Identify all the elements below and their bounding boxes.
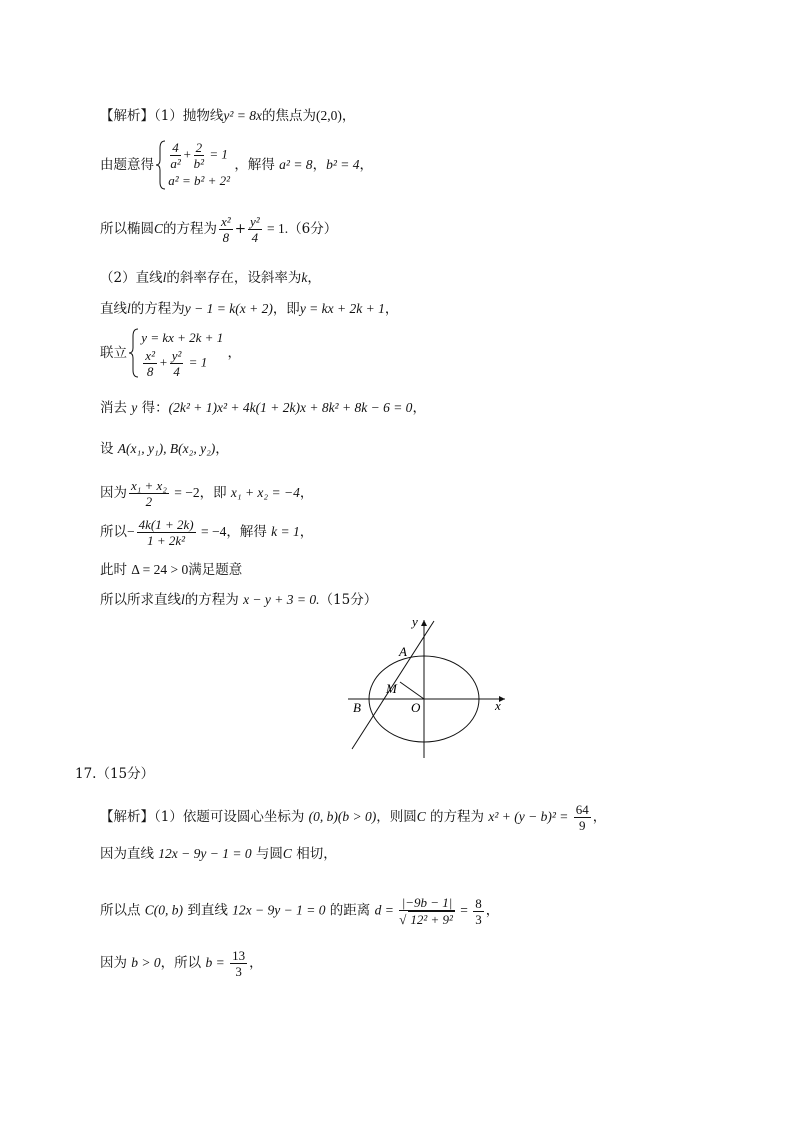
s16-line9: 因为 $\frac{\text{x₁ + x₂}}{2}$ = −2，即 x₁ + x₂ = −4，	[100, 478, 314, 509]
s16-line8: 设 A(x₁, y₁), B(x₂, y₂)，	[100, 441, 229, 457]
s16-line6: 联立 y = kx + 2k + 1 $\frac{\text{x²}}{8}$ + $\frac{\text{y²}}{4}$ = 1 ，	[100, 330, 241, 379]
label-x: x	[495, 698, 501, 713]
label-o: O	[411, 700, 421, 715]
score-badge: （15分）	[319, 592, 378, 608]
s17-line3: 所以点 C(0, b) 到直线 12x − 9y − 1 = 0 的距离 d = $\frac{|-9b - 1|}{\text{√ 12² + 9²}}$ = $\frac{8}{3}$ ，	[100, 895, 500, 927]
brace-icon	[156, 140, 166, 190]
s16-line11: 此时 Δ = 24 > 0满足题意	[100, 562, 243, 578]
s17-heading: 17.（15分）	[75, 766, 155, 782]
s16-line10: 所以− $\frac{4k(1 + 2k)}{\text{1 + 2k²}}$ = −4，解得 k = 1，	[100, 517, 314, 548]
ellipse-line-figure	[340, 612, 520, 762]
analysis-tag: 【解析】	[100, 809, 154, 825]
s16-line4: （2）直线l的斜率存在，设斜率为k，	[100, 270, 321, 286]
score-badge: （6分）	[288, 221, 338, 237]
brace-icon	[129, 328, 139, 378]
s16-line1: 【解析】（1）抛物线y² = 8x的焦点为(2,0)，	[100, 108, 356, 124]
segment-om	[400, 682, 424, 699]
label-a: A	[399, 644, 407, 659]
equation-system: y = kx + 2k + 1 $\frac{\text{x²}}{8}$ + $\frac{\text{y²}}{4}$ = 1	[131, 328, 223, 379]
label-m: M	[386, 681, 397, 696]
s16-line3: 所以椭圆C的方程为 $\frac{\text{x²}}{8}$ + $\frac{\text{y²}}{4}$ = 1.（6分）	[100, 214, 338, 245]
s16-line12: 所以所求直线l的方程为 x − y + 3 = 0.（15分）	[100, 592, 378, 608]
s17-line4: 因为 b > 0，所以 b = $\frac{13}{3}$ ，	[100, 948, 263, 979]
s17-line1: 【解析】（1）依题可设圆心坐标为 (0, b)(b > 0)，则圆C 的方程为 x² + (y − b)² = $\frac{64}{9}$ ，	[100, 802, 607, 833]
label-y: y	[412, 614, 418, 629]
s16-line7: 消去 y 得：(2k² + 1)x² + 4k(1 + 2k)x + 8k² + 8k − 6 = 0，	[100, 400, 426, 416]
s16-line5: 直线l的方程为y − 1 = k(x + 2)，即y = kx + 2k + 1，	[100, 301, 399, 317]
s17-line2: 因为直线 12x − 9y − 1 = 0 与圆C 相切，	[100, 846, 337, 862]
label-b: B	[353, 700, 361, 715]
equation-system: $\frac{4}{\text{a²}}$ + $\frac{2}{\text{b²}}$ = 1 a² = b² + 2²	[158, 140, 230, 191]
analysis-tag: 【解析】	[100, 108, 154, 124]
s16-line2: 由题意得 $\frac{4}{\text{a²}}$ + $\frac{2}{\text{b²}}$ = 1 a² = b² + 2² ，解得 a² = 8，b² = 4，	[100, 140, 373, 191]
